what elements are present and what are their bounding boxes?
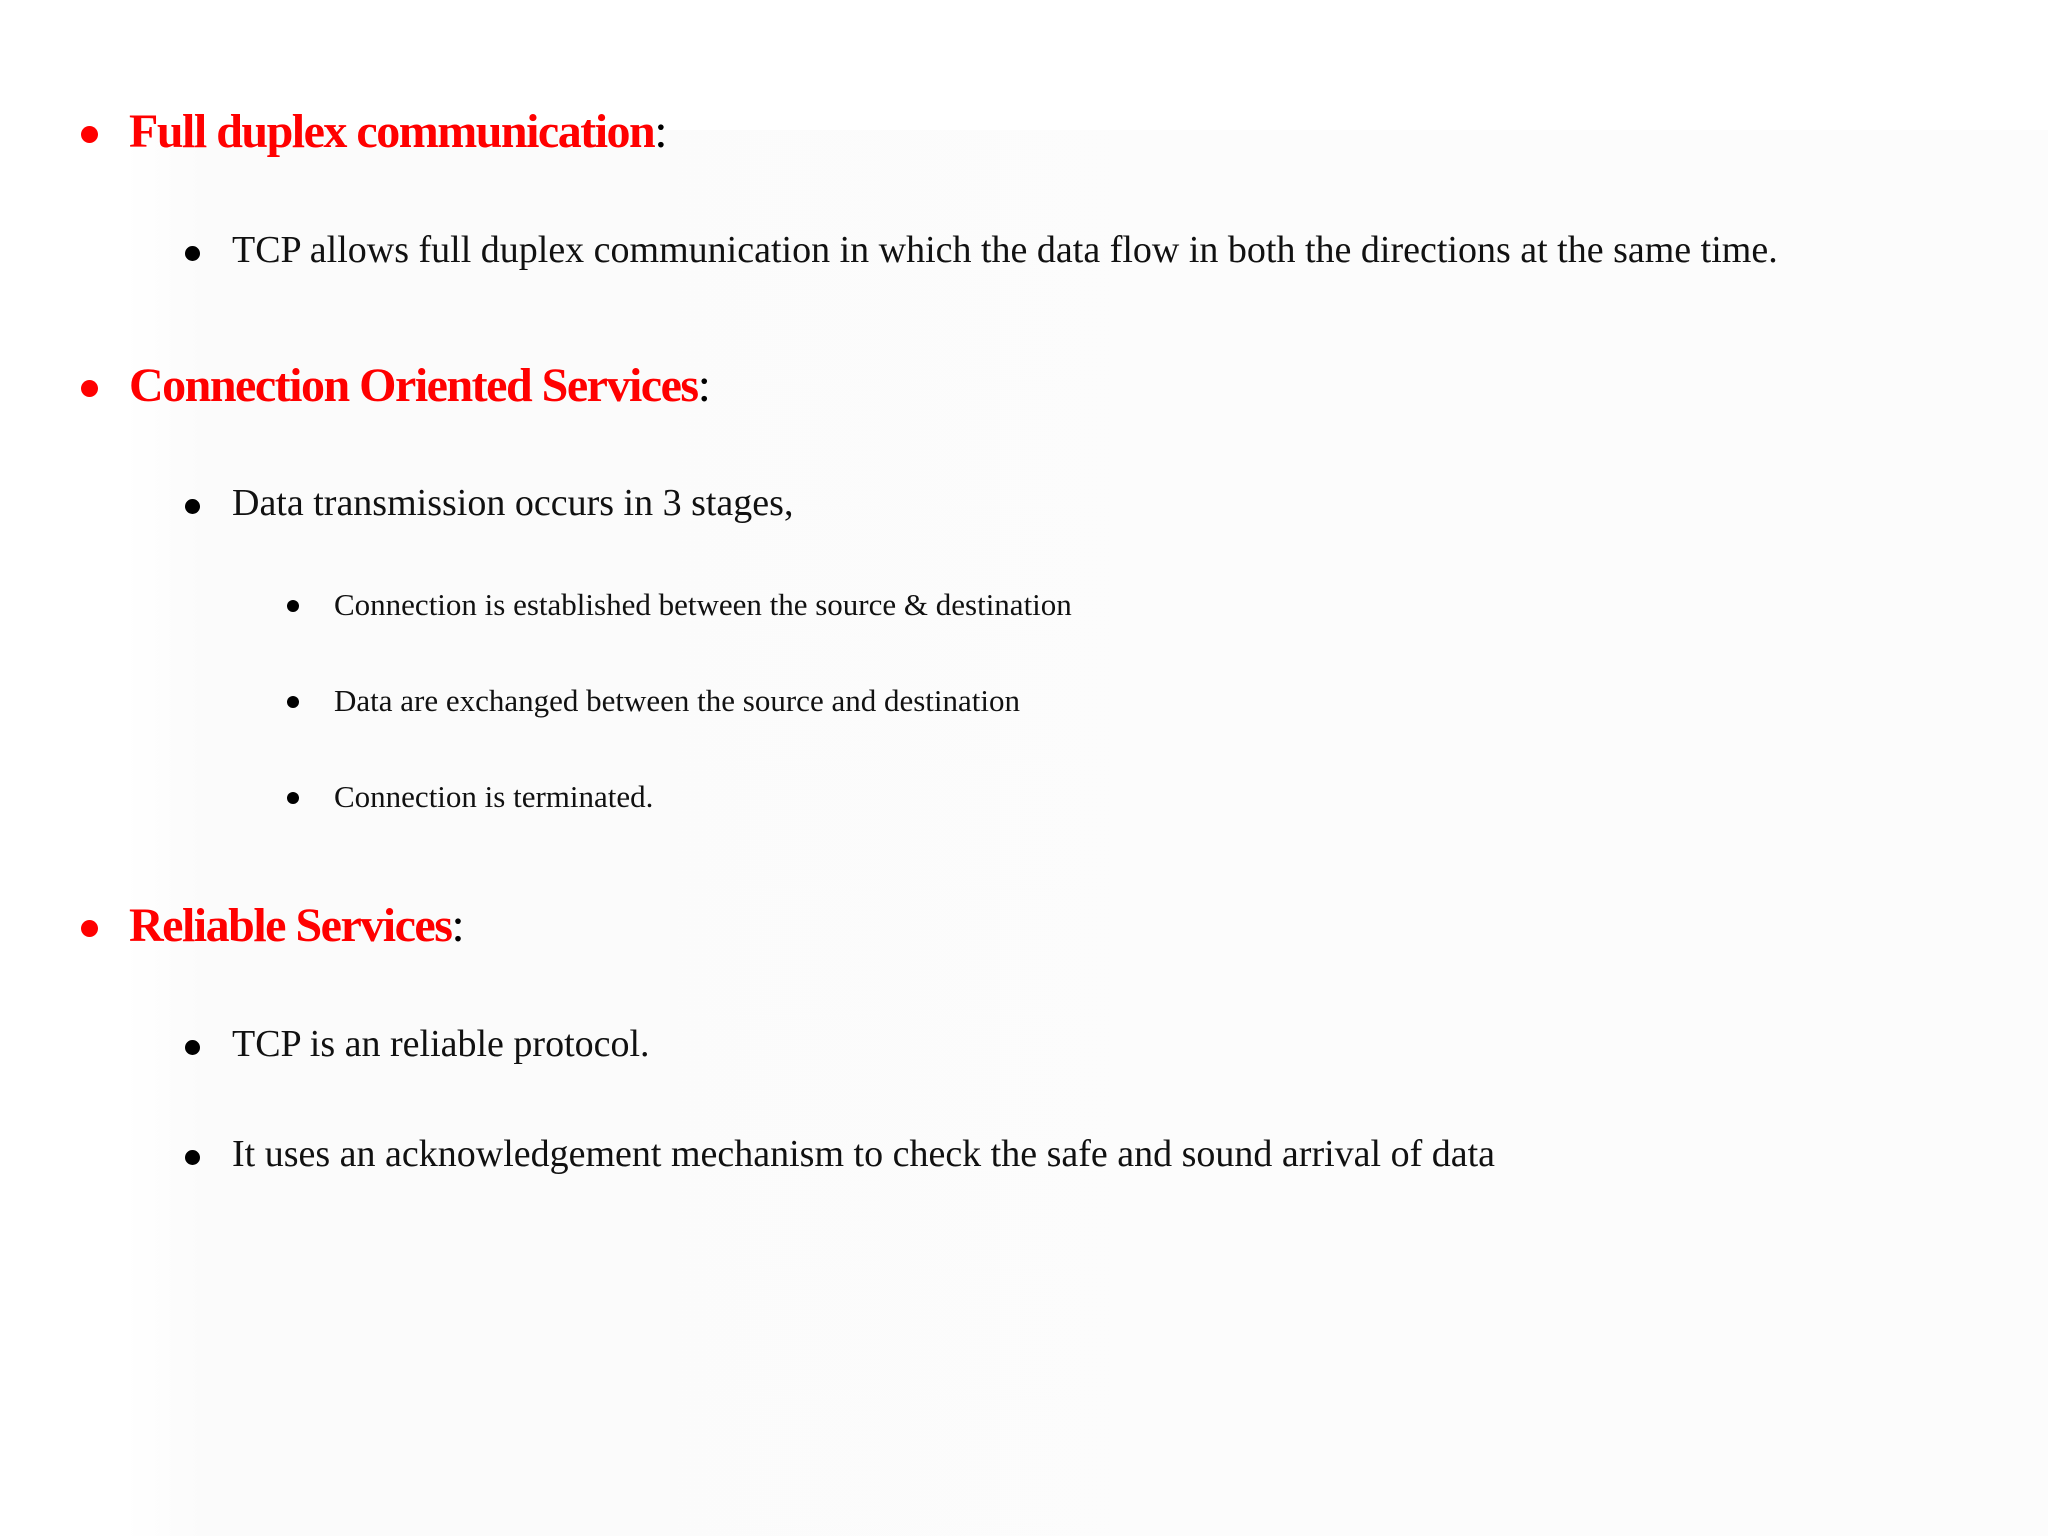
bullet-icon [185, 499, 200, 514]
sub-list-item-text: Connection is established between the source & destination [334, 587, 1072, 622]
bullet-icon [185, 1150, 200, 1165]
red-bullet-icon [81, 920, 98, 937]
sub-list-item-text: Data are exchanged between the source and destination [334, 683, 1020, 718]
heading-colon: : [654, 105, 667, 158]
list-item-text: TCP is an reliable protocol. [232, 1023, 650, 1065]
heading-colon: : [697, 359, 710, 412]
bullet-icon [287, 792, 299, 804]
heading-text [129, 898, 463, 954]
bullet-icon [287, 696, 299, 708]
list-item-text: It uses an acknowledgement mechanism to check the safe and sound arrival of data [232, 1133, 1496, 1175]
heading-colon: : [451, 899, 464, 952]
sub-list-item-text: Connection is terminated. [334, 779, 654, 814]
bullet-icon [287, 600, 299, 612]
heading-text [129, 358, 709, 414]
list-item-text: TCP allows full duplex communication in which the data flow in both the directions at the same time. [232, 229, 1778, 271]
list-item-text: Data transmission occurs in 3 stages, [232, 482, 794, 524]
red-bullet-icon [81, 380, 98, 397]
bullet-icon [185, 1040, 200, 1055]
heading-label: Reliable Services [129, 899, 452, 952]
heading-label: Full duplex communication [129, 105, 655, 158]
heading-text [129, 104, 666, 160]
red-bullet-icon [81, 126, 98, 143]
heading-label: Connection Oriented Services [129, 359, 698, 412]
bullet-icon [185, 246, 200, 261]
slide-background-panel [125, 130, 2048, 1536]
